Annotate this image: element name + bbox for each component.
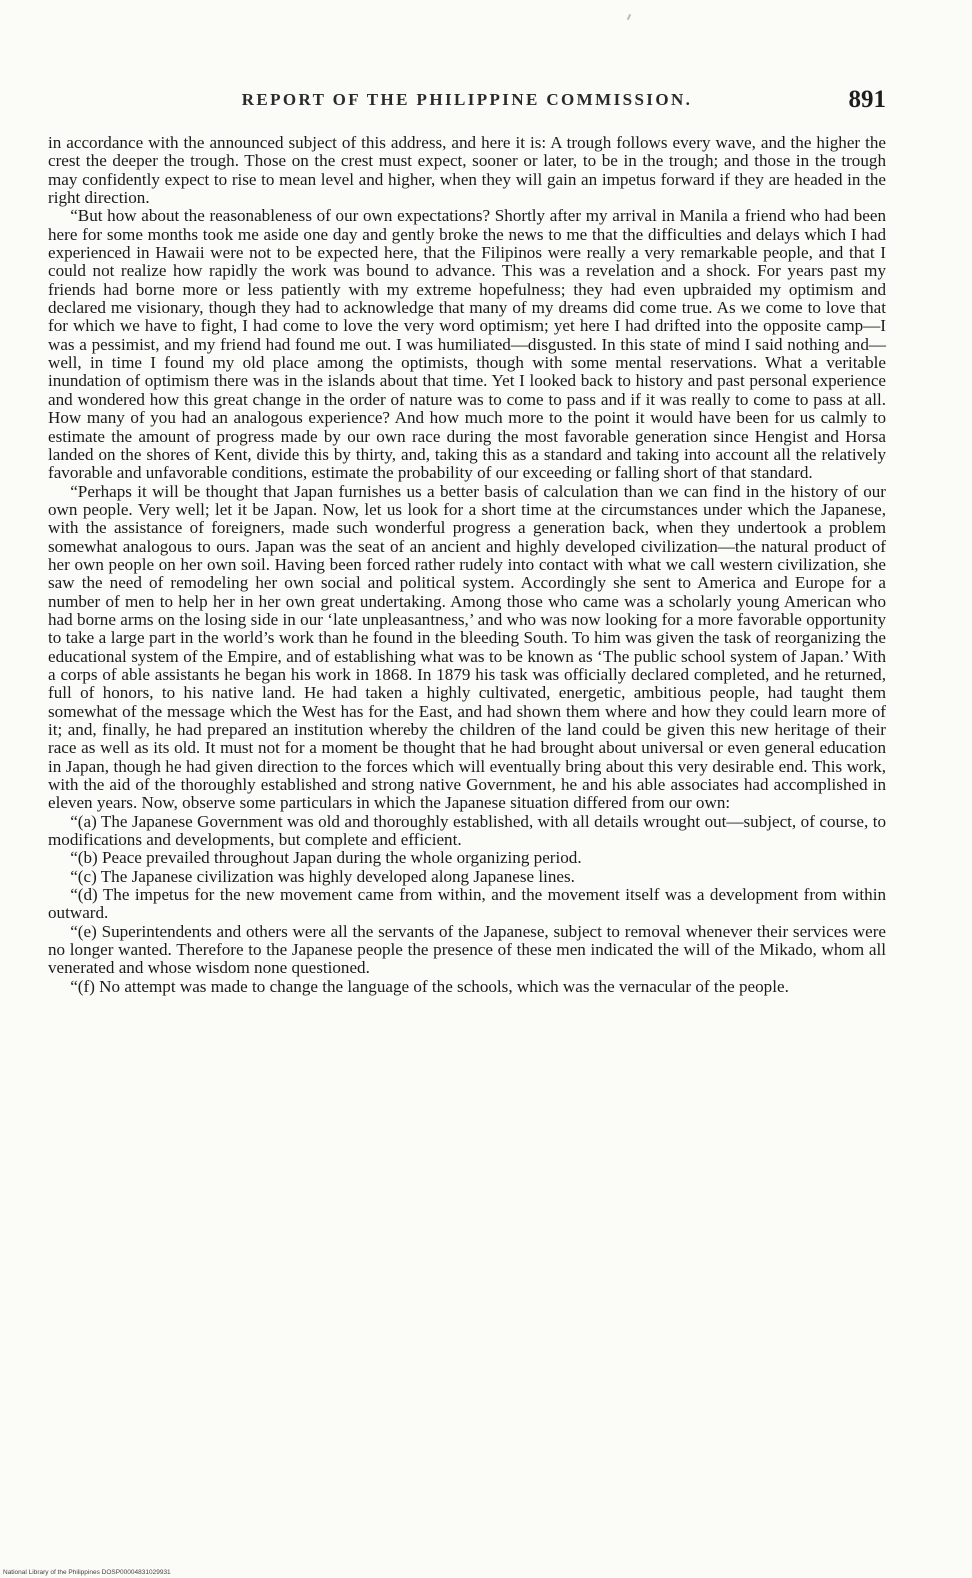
paragraph-continuation: in accordance with the announced subject of this address, and here it is: A trough follows every wave, and the higher the crest the deeper the trough. Those on the crest must expect, sooner or later, to be in the trough; and those in the trough may confidently expect to rise to mean level and higher, when they will gain an impetus forward if they are headed in the right direction. [48,133,886,208]
page-header [48,86,886,122]
running-head: REPORT OF THE PHILIPPINE COMMISSION. [241,90,693,109]
paragraph-japan: “Perhaps it will be thought that Japan furnishes us a better basis of calculation than we can find in the history of our own people. Very well; let it be Japan. Now, let us look for a short time at the circumstances under which the Japanese, with the assistance of foreigners, made such wonderful progress a generation back, when they undertook a problem somewhat analogous to ours. Japan was the seat of an ancient and highly developed civilization—the natural product of her own people on her own soil. Having been forced rather rudely into contact with what we call western civilization, she saw the need of remodeling her own social and political system. Accordingly she sent to America and Europe for a number of men to help her in her own great undertaking. Among those who came was a scholarly young American who had borne arms on the losing side in our ‘late unpleasantness,’ and who was now looking for a more favorable opportunity to take a large part in the world’s work than he found in the bleeding South. To him was given the task of reorganizing the educational system of the Empire, and of establishing what was to be known as ‘The public school system of Japan.’ With a corps of able assistants he began his work in 1868. In 1879 his task was officially declared completed, and he returned, full of honors, to his native land. He had taken a highly cultivated, energetic, ambitious people, had taught them somewhat of the message which the West has for the East, and had shown them where and how they could learn more of it; and, finally, he had prepared an institution whereby the children of the land could be given this new heritage of their race as well as its old. It must not for a moment be thought that he had brought about universal or even general education in Japan, though he had given direction to the forces which will eventually bring about this very desirable end. This work, with the aid of the thoroughly established and strong native Government, he and his able associates had accomplished in eleven years. Now, observe some particulars in which the Japanese situation differed from our own: [48,481,886,813]
page-number: 891 [848,86,886,113]
list-item-e: “(e) Superintendents and others were all the servants of the Japanese, subject to removal whenever their services were no longer wanted. Therefore to the Japanese people the presence of these men indicated the will of the Mikado, whom all venerated and whose wisdom none questioned. [48,921,886,978]
scan-speck [627,14,631,20]
scan-footer: National Library of the Philippines DOSP00004831029931 [3,1569,171,1576]
list-item-f: “(f) No attempt was made to change the language of the schools, which was the vernacular of the people. [70,976,789,996]
paragraph-expectations: “But how about the reasonableness of our own expectations? Shortly after my arrival in Manila a friend who had been here for some months took me aside one day and gently broke the news to me that the difficulties and delays which I had experienced in Hawaii were not to be expected here, that the Filipinos were really a very remarkable people, and that I could not realize how rapidly the work was bound to advance. This was a revelation and a shock. For years past my friends had borne more or less patiently with my extreme hopefulness; they had even upbraided my optimism and declared me visionary, though they had to acknowledge that many of my dreams did come true. As we come to love that for which we have to fight, I had come to love the very word optimism; yet here I had drifted into the opposite camp—I was a pessimist, and my friend had found me out. I was humiliated—disgusted. In this state of mind I said nothing and—well, in time I found my old place among the optimists, though with some mental reservations. What a veritable inundation of optimism there was in the islands about that time. Yet I looked back to history and past personal experience and wondered how this great change in the order of nature was to come to pass and if it was really to come to pass at all. How many of you had an analogous experience? And how much more to the point it would have been for us calmly to estimate the amount of progress made by our own race during the most favorable generation since Hengist and Horsa landed on the shores of Kent, divide this by thirty, and, taking this as a standard and taking into account all the relatively favorable and unfavorable conditions, estimate the probability of our exceeding or falling short of that standard. [48,206,886,483]
body-text [48,134,886,996]
list-item-a: “(a) The Japanese Government was old and thoroughly established, with all details wrought out—subject, of course, to modifications and developments, but complete and efficient. [48,811,886,850]
list-item-c: “(c) The Japanese civilization was highly developed along Japanese lines. [70,866,575,886]
list-item-b: “(b) Peace prevailed throughout Japan during the whole organizing period. [70,848,582,868]
list-item-d: “(d) The impetus for the new movement came from within, and the movement itself was a development from within outward. [48,885,886,923]
